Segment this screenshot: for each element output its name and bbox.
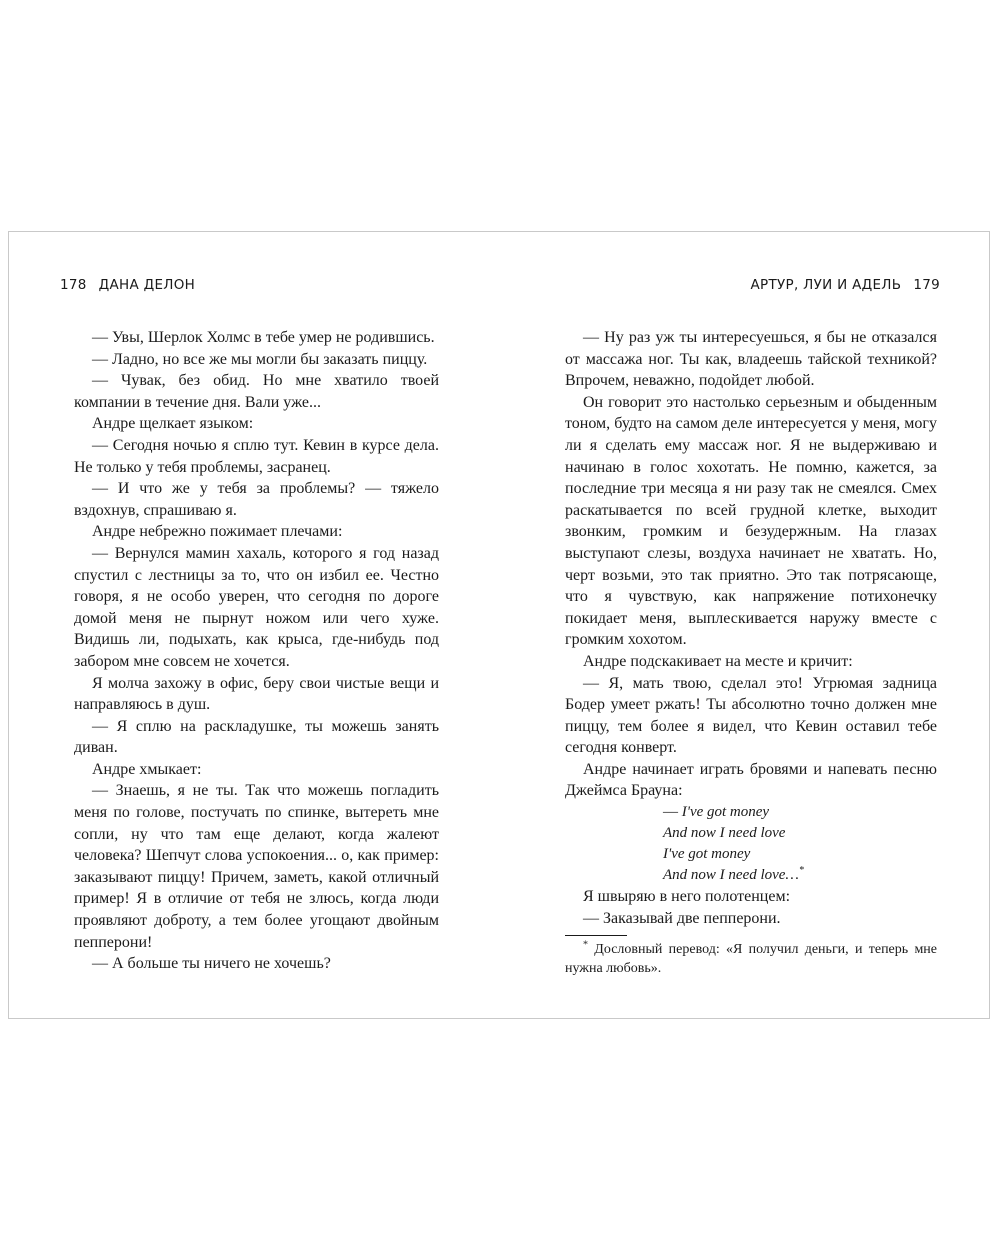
- paragraph: — Ладно, но все же мы могли бы заказать пиццу.: [92, 350, 428, 368]
- right-page-body: [565, 327, 937, 978]
- song-dash: —: [663, 804, 682, 821]
- song-line: I've got money: [663, 846, 751, 863]
- left-page: [9, 232, 500, 1018]
- paragraph: — И что же у тебя за проблемы? — тяжело вздохнув, спрашиваю я.: [74, 480, 439, 519]
- song-line: And now I need love: [663, 825, 786, 842]
- paragraph: — Знаешь, я не ты. Так что можешь погладить меня по голове, постучать по спинке, вытереть мне сопли, ну что там еще делают, когда жалеют человека? Шепчут слова успокоения... о, как пример: заказывают пиццу! Причем, заметь, какой отличный пример! Я в отличие от тебя не злюсь, когда люди проявляют доброту, а тем более угощают двойным пепперони!: [74, 782, 439, 951]
- right-running-head-title: АРТУР, ЛУИ И АДЕЛЬ: [750, 277, 902, 293]
- paragraph: Андре хмыкает:: [92, 760, 202, 778]
- paragraph: — Чувак, без обид. Но мне хватило твоей компании в течение дня. Вали уже...: [74, 372, 439, 411]
- paragraph: — А больше ты ничего не хочешь?: [92, 955, 331, 973]
- paragraph: — Заказывай две пепперони.: [583, 909, 781, 927]
- paragraph: — Я, мать твою, сделал это! Угрюмая задница Бодер умеет ржать! Ты абсолютно точно должен мне пиццу, тем более я видел, что Кевин оставил тебе сегодня конверт.: [565, 674, 937, 757]
- paragraph: Андре подскакивает на месте и кричит:: [583, 652, 853, 670]
- paragraph: — Ну раз уж ты интересуешься, я бы не отказался от массажа ног. Ты как, владеешь тайской техникой? Впрочем, неважно, подойдет любой.: [565, 329, 937, 390]
- left-page-number: 178: [60, 277, 87, 293]
- right-running-header: [750, 277, 940, 293]
- right-page-number: 179: [913, 277, 940, 293]
- footnote-reference: *: [798, 865, 804, 877]
- paragraph: Андре небрежно пожимает плечами:: [92, 523, 343, 541]
- right-page: [500, 232, 991, 1018]
- footnote: [565, 940, 937, 978]
- song-line: And now I need love…*: [663, 865, 804, 884]
- paragraph: Он говорит это настолько серьезным и обыденным тоном, будто на самом деле интересуется у меня, могу ли я сделать ему массаж ног. Я не выдерживаю и начинаю в голос хохотать. Не помню, кажется, за последние три месяца я ни разу так не смеялся. Смех раскатывается по всей грудной клетке, выходит звонким, громким и безудержным. На глазах выступают слезы, воздуха начинает не хватать. Но, черт возьми, это так приятно. Это так потрясающе, что я чувствую, как напряжение потихонечку покидает меня, выплескивается наружу вместе с громким хохотом.: [565, 393, 937, 649]
- paragraph: Я швыряю в него полотенцем:: [583, 888, 791, 906]
- paragraph: Я молча захожу в офис, беру свои чистые вещи и направляюсь в душ.: [74, 674, 439, 714]
- song-lyrics: [565, 802, 937, 886]
- paragraph: — Вернулся мамин хахаль, которого я год назад спустил с лестницы за то, что он избил ее. Честно говоря, я не особо уверен, что сегодня по дороге домой меня не пырнут ножом или чего хуже. Видишь ли, подыхать, как крыса, где-нибудь под забором мне совсем не хочется.: [74, 544, 439, 670]
- footnote-text: Дословный перевод: «Я получил деньги, и теперь мне нужна любовь».: [565, 942, 938, 977]
- paragraph: — Я сплю на раскладушке, ты можешь занять диван.: [74, 717, 439, 757]
- book-spread: [8, 231, 990, 1019]
- paragraph: — Увы, Шерлок Холмс в тебе умер не родившись.: [92, 329, 435, 346]
- paragraph: — Сегодня ночью я сплю тут. Кевин в курсе дела. Не только у тебя проблемы, засранец.: [74, 436, 439, 476]
- song-line: — I've got money: [663, 804, 770, 821]
- left-running-head-author: ДАНА ДЕЛОН: [98, 277, 196, 293]
- footnote-divider: [565, 935, 627, 936]
- paragraph: Андре начинает играть бровями и напевать песню Джеймса Брауна:: [565, 760, 937, 800]
- footnote-mark: *: [583, 939, 588, 951]
- left-page-body: [74, 327, 439, 975]
- paragraph: Андре щелкает языком:: [92, 415, 254, 433]
- left-running-header: [60, 277, 195, 293]
